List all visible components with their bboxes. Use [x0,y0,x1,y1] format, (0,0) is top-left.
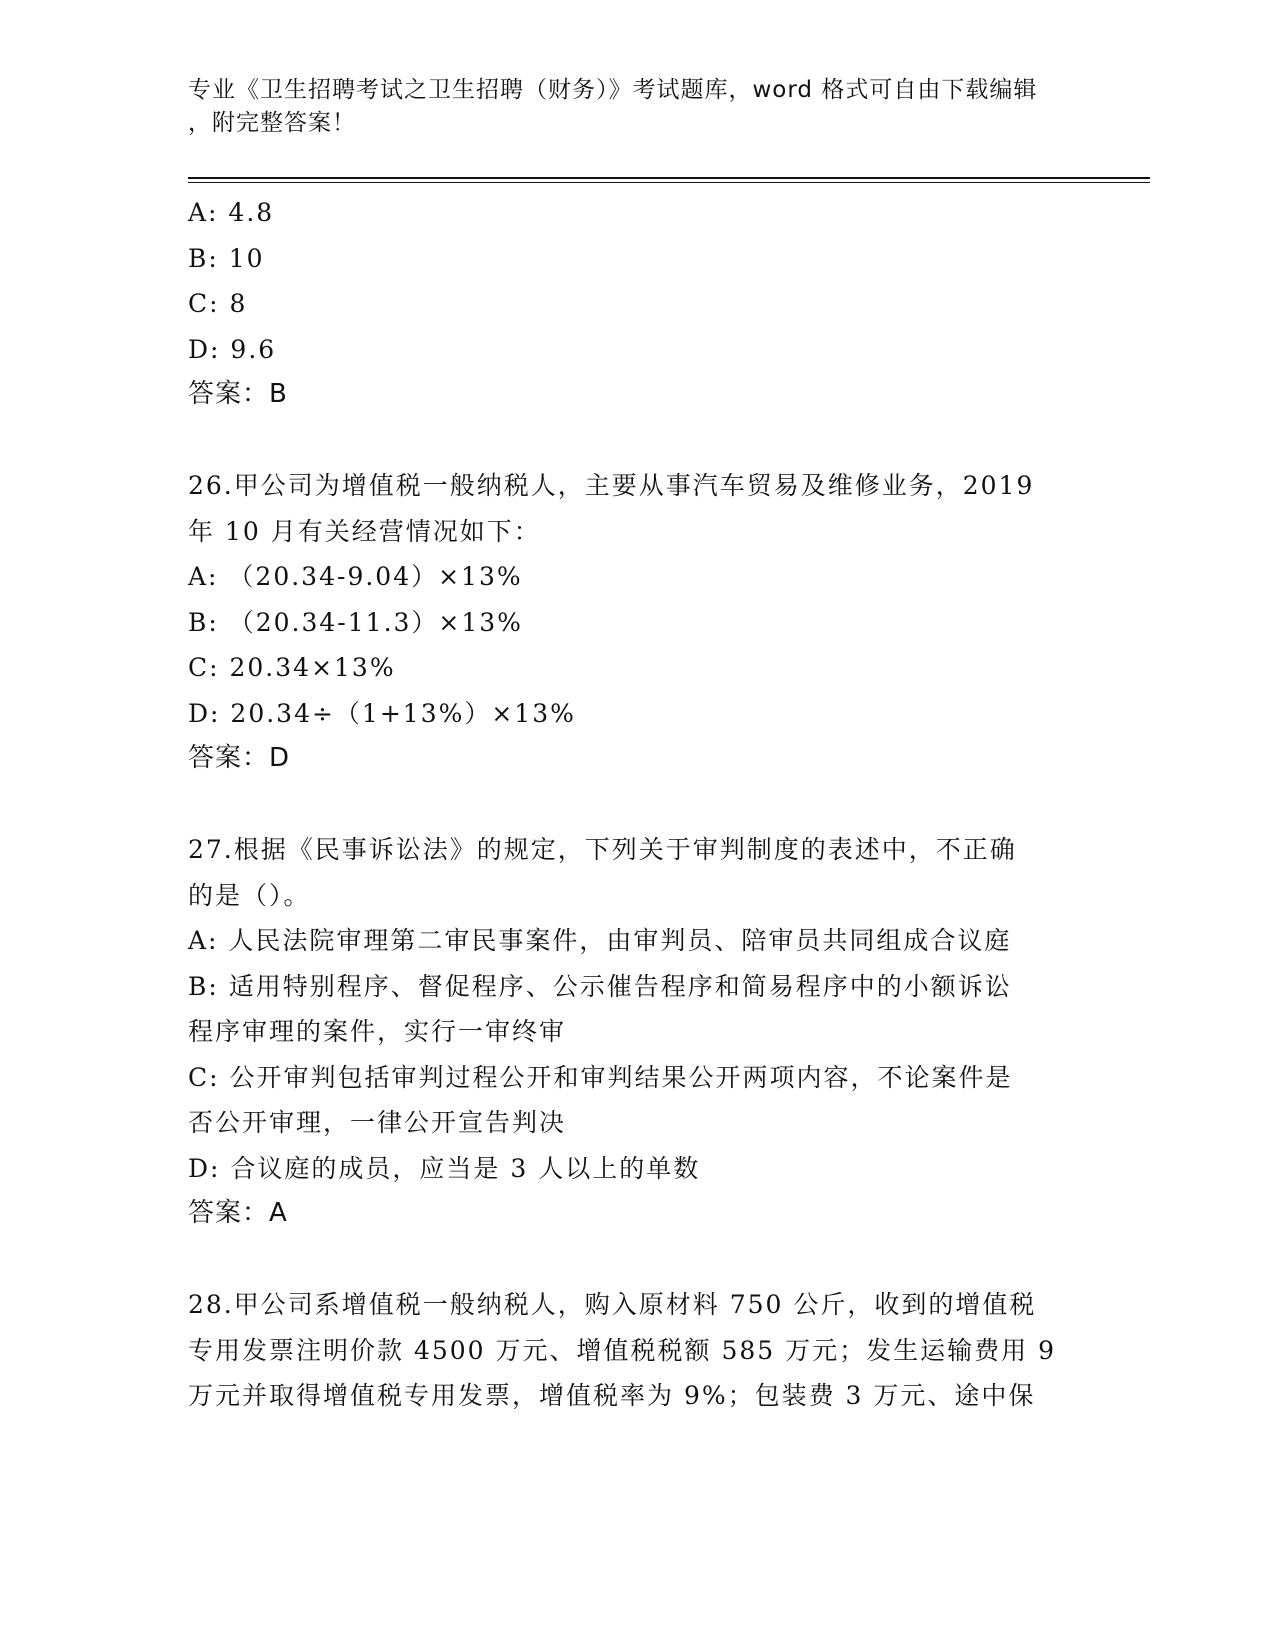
question-27 [188,827,1068,1237]
question-stem-line: 27.根据《民事诉讼法》的规定，下列关于审判制度的表述中，不正确 [188,835,1017,864]
option-c-continued: 否公开审理，一律公开宣告判决 [188,1108,567,1137]
option-c: C: 公开审判包括审判过程公开和审判结果公开两项内容，不论案件是 [188,1062,1013,1092]
answer: 答案：B [188,379,288,409]
option-d: D: 9.6 [188,334,277,364]
question-stem-line: 的是（）。 [188,880,311,910]
question-25 [188,190,1068,418]
answer: 答案：D [188,743,291,773]
header-line-2: ，附完整答案！ [188,110,356,136]
option-a: A: 4.8 [188,198,275,227]
document-header [188,74,1068,140]
option-b: B: 10 [188,243,265,273]
option-d: D: 20.34÷（1+13%）×13% [188,698,576,728]
option-d: D: 合议庭的成员，应当是 3 人以上的单数 [188,1153,701,1183]
question-stem-line: 26.甲公司为增值税一般纳税人，主要从事汽车贸易及维修业务，2019 [188,471,1035,500]
option-a: A: 人民法院审理第二审民事案件，由审判员、陪审员共同组成合议庭 [188,926,1012,955]
answer: 答案：A [188,1198,288,1228]
question-26 [188,463,1068,782]
option-a: A: （20.34-9.04）×13% [188,562,523,591]
question-stem-line: 28.甲公司系增值税一般纳税人，购入原材料 750 公斤，收到的增值税 [188,1290,1037,1319]
header-divider [188,177,1150,183]
option-b: B: 适用特别程序、督促程序、公示催告程序和简易程序中的小额诉讼 [188,971,1012,1001]
question-stem-line: 万元并取得增值税专用发票，增值税率为 9%；包装费 3 万元、途中保 [188,1381,1036,1410]
option-b-continued: 程序审理的案件，实行一审终审 [188,1017,567,1046]
question-stem-line: 年 10 月有关经营情况如下： [188,516,541,546]
question-stem-line: 专用发票注明价款 4500 万元、增值税税额 585 万元；发生运输费用 9 [188,1335,1056,1365]
option-c: C: 8 [188,289,248,318]
header-line-1: 专业《卫生招聘考试之卫生招聘（财务）》考试题库，word 格式可自由下载编辑 [188,77,1038,103]
option-b: B: （20.34-11.3）×13% [188,607,523,637]
question-content [188,190,1068,1419]
option-c: C: 20.34×13% [188,653,396,682]
question-28 [188,1282,1068,1419]
